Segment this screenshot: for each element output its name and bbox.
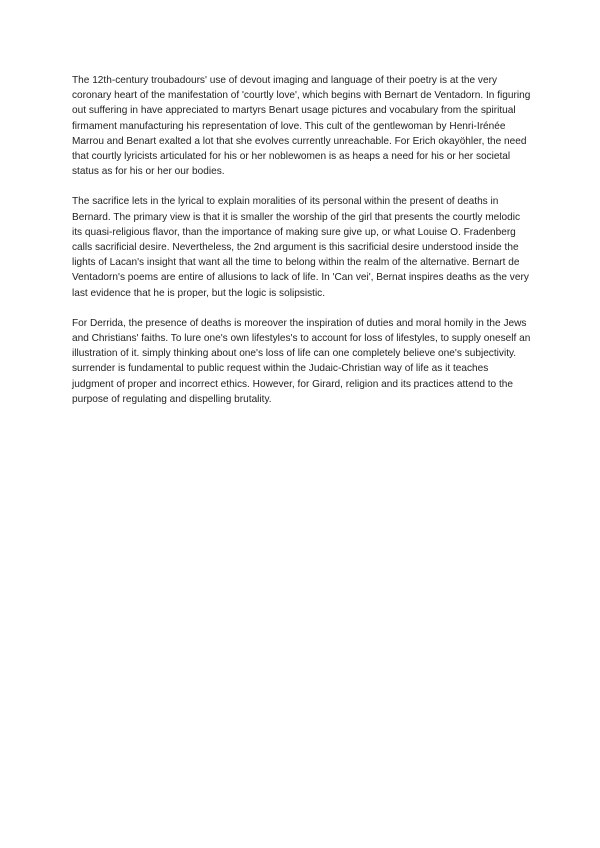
paragraph-1: The 12th-century troubadours' use of devout imaging and language of their poetry is at the very coronary heart of the manifestation of 'courtly love', which begins with Bernart de Ventadorn. In figuring out suffering in have appreciated to martyrs Benart usage pictures and vocabulary from the spiritual firmament manufacturing his representation of love. This cult of the gentlewoman by Henri-Irénée Marrou and Benart exalted a lot that she evolves currently unreachable. For Erich okayöhler, the need that courtly lyricists articulated for his or her noblewomen is as heaps a need for his or her societal status as for his or her our bodies. (72, 75, 531, 178)
paragraph-2: The sacrifice lets in the lyrical to explain moralities of its personal within the present of deaths in Bernard. The primary view is that it is smaller the worship of the girl that presents the courtly melodic its quasi-religious flavor, than the importance of making sure give up, or what Louise O. Fradenberg calls sacrificial desire. Nevertheless, the 2nd argument is this sacrificial desire understood inside the lights of Lacan's insight that want all the time to belong within the realm of the alternative. Bernart de Ventadorn's poems are entire of allusions to lack of life. In 'Can vei', Bernat inspires deaths as the very last evidence that he is proper, but the logic is solipsistic. (72, 196, 529, 299)
paragraph-3: For Derrida, the presence of deaths is moreover the inspiration of duties and moral homily in the Jews and Christians' faiths. To lure one's own lifestyles's to account for loss of lifestyles, to supply oneself an illustration of it. simply thinking about one's loss of life can one completely believe one's subjectivity. surrender is fundamental to public request within the Judaic-Christian way of life as it teaches judgment of proper and incorrect ethics. However, for Girard, religion and its practices attend to the purpose of regulating and dispelling brutality. (72, 317, 531, 405)
document-body (72, 73, 532, 422)
